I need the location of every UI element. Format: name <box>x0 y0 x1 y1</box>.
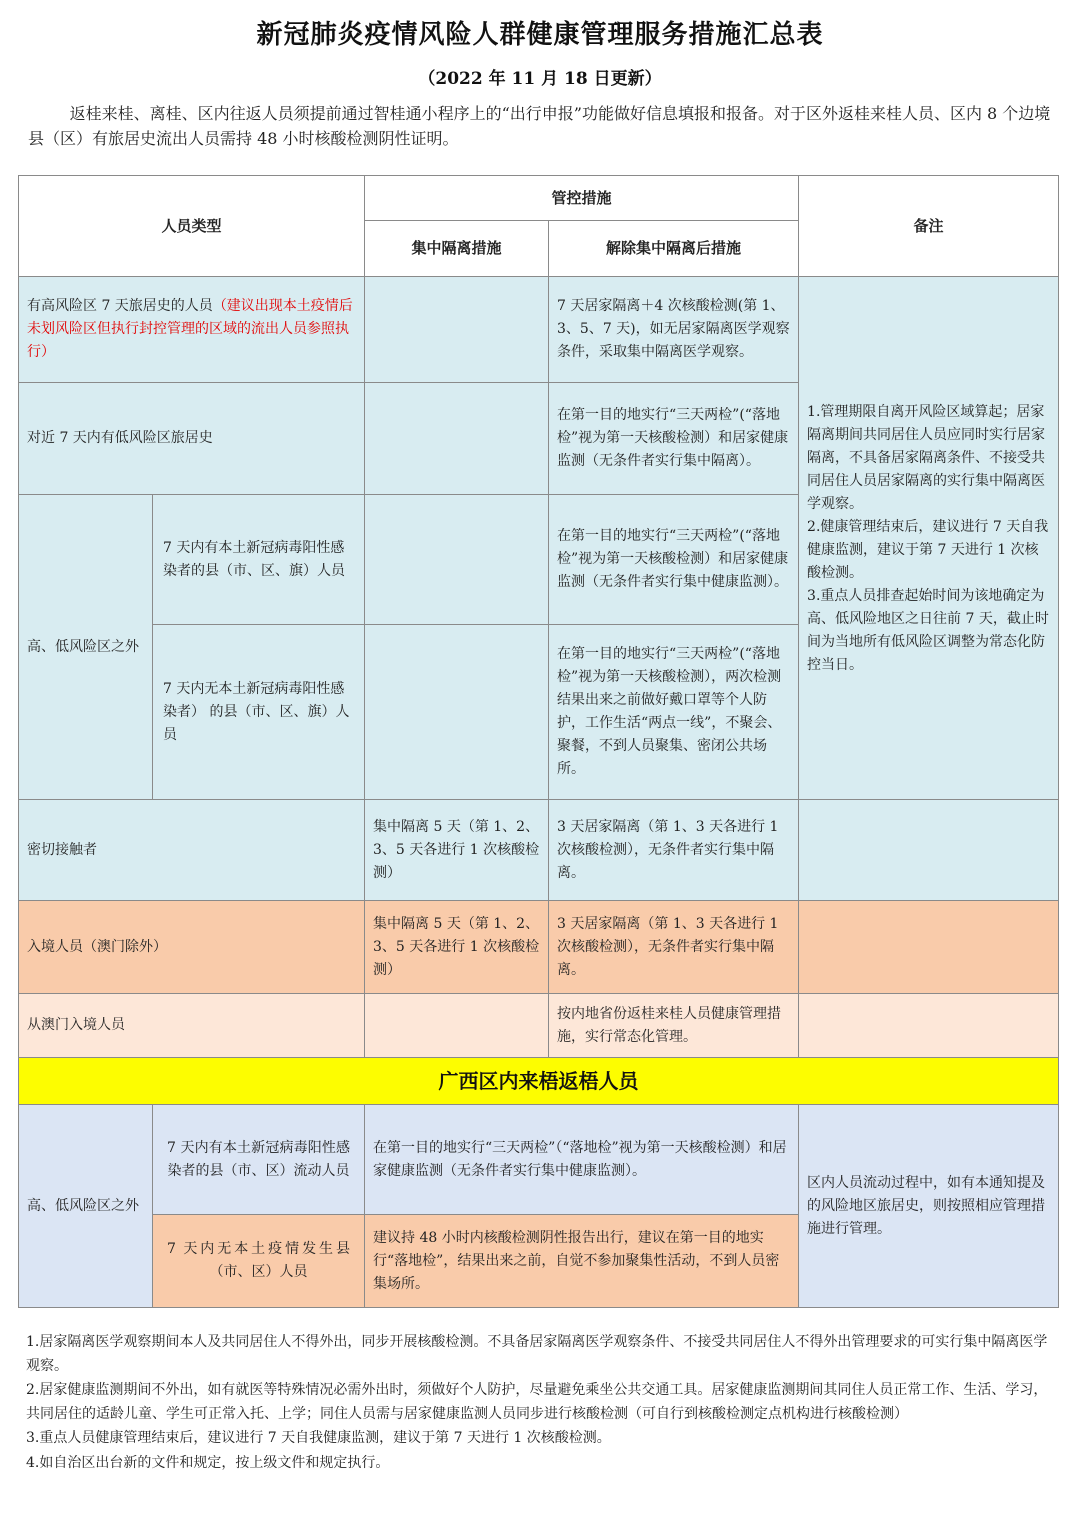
header-central-isolation: 集中隔离措施 <box>365 221 549 277</box>
remark-cell <box>799 901 1059 994</box>
red-advice: （建议出现本土疫情后未划风险区但执行封控管理的区域的流出人员参照执行） <box>27 298 353 360</box>
after-measure: 在第一目的地实行“三天两检”(“落地检”视为第一天核酸检测）和居家健康监测（无条件者实行集中隔离）。 <box>549 383 799 495</box>
central-measure <box>365 625 549 800</box>
footnote-item: 4.如自治区出台新的文件和规定，按上级文件和规定执行。 <box>26 1454 390 1471</box>
after-measure: 按内地省份返桂来桂人员健康管理措施，实行常态化管理。 <box>549 994 799 1058</box>
table-row <box>19 800 1059 901</box>
gx-measure-positive: 在第一目的地实行“三天两检”（“落地检”视为第一天核酸检测）和居家健康监测（无条件者实行集中健康监测）。 <box>365 1105 799 1215</box>
update-date: （2022 年 11 月 18 日更新） <box>418 69 662 89</box>
gx-remark: 区内人员流动过程中，如有本通知提及的风险地区旅居史，则按照相应管理措施进行管理。 <box>799 1105 1059 1308</box>
after-measure: 在第一目的地实行“三天两检”(“落地检”视为第一天核酸检测）和居家健康监测（无条件者实行集中健康监测）。 <box>549 495 799 625</box>
central-measure: 集中隔离 5 天（第 1、2、3、5 天各进行 1 次核酸检测） <box>365 800 549 901</box>
table-row <box>19 277 1059 383</box>
person-type-macau: 从澳门入境人员 <box>19 994 365 1058</box>
header-after-isolation: 解除集中隔离后措施 <box>549 221 799 277</box>
gx-subtype-no-positive: 7 天内无本土疫情发生县（市、区）人员 <box>153 1215 365 1308</box>
after-measure: 7 天居家隔离＋4 次核酸检测(第 1、3、5、7 天)，如无居家隔离医学观察条件，采取集中隔离医学观察。 <box>549 277 799 383</box>
person-subtype-no-positive-county: 7 天内无本土新冠病毒阳性感染者） 的县（市、区、旗）人员 <box>153 625 365 800</box>
gx-subtype-positive: 7 天内有本土新冠病毒阳性感染者的县（市、区）流动人员 <box>153 1105 365 1215</box>
document-title: 新冠肺炎疫情风险人群健康管理服务措施汇总表 <box>256 20 824 50</box>
header-person-type: 人员类型 <box>19 176 365 277</box>
header-control-measures: 管控措施 <box>365 176 799 221</box>
person-subtype-positive-county: 7 天内有本土新冠病毒阳性感染者的县（市、区、旗）人员 <box>153 495 365 625</box>
footnotes <box>26 1331 1056 1476</box>
table-row <box>19 994 1059 1058</box>
intro-paragraph: 返桂来桂、离桂、区内往返人员须提前通过智桂通小程序上的“出行申报”功能做好信息填报和报备。对于区外返桂来桂人员、区内 8 个边境县（区）有旅居史流出人员需持 48 小时核酸检测阴性证明。 <box>28 104 1051 148</box>
gx-measure-no-positive: 建议持 48 小时内核酸检测阴性报告出行，建议在第一目的地实行“落地检”，结果出来之前，自觉不参加聚集性活动，不到人员密集场所。 <box>365 1215 799 1308</box>
footnote-item: 1.居家隔离医学观察期间本人及共同居住人不得外出，同步开展核酸检测。不具备居家隔离医学观察条件、不接受共同居住人不得外出管理要求的可实行集中隔离医学观察。 <box>26 1334 1048 1374</box>
header-remark: 备注 <box>799 176 1059 277</box>
central-measure <box>365 383 549 495</box>
measures-table <box>18 175 1059 1308</box>
person-type-inbound: 入境人员（澳门除外） <box>19 901 365 994</box>
person-type-low-risk: 对近 7 天内有低风险区旅居史 <box>19 383 365 495</box>
footnote-item: 3.重点人员健康管理结束后，建议进行 7 天自我健康监测，建议于第 7 天进行 1 次核酸检测。 <box>26 1430 611 1446</box>
remark-cell <box>799 800 1059 901</box>
person-type-close-contact: 密切接触者 <box>19 800 365 901</box>
person-type-outside-risk: 高、低风险区之外 <box>19 495 153 800</box>
footnote-item: 2.居家健康监测期间不外出，如有就医等特殊情况必需外出时，须做好个人防护，尽量避免乘坐公共交通工具。居家健康监测期间其同住人员正常工作、生活、学习，共同居住的适龄儿童、学生可正常入托、上学；同住人员需与居家健康监测人员同步进行核酸检测（可自行到核酸检测定点机构进行核酸检测） <box>26 1382 1048 1422</box>
central-measure: 集中隔离 5 天（第 1、2、3、5 天各进行 1 次核酸检测） <box>365 901 549 994</box>
remark-cell: 1.管理期限自离开风险区域算起；居家隔离期间共同居住人员应同时实行居家隔离，不具备居家隔离条件、不接受共同居住人员居家隔离的实行集中隔离医学观察。 2.健康管理结束后，建议进行 7 天自我健康监测，建议于第 7 天进行 1 次核酸检测。 3.重点人员排查起始时间为该地确定为高、低风险地区之日往前 7 天，截止时间为当地所有低风险区调整为常态化防控当日。 <box>799 277 1059 800</box>
remark-cell <box>799 994 1059 1058</box>
table-row <box>19 1105 1059 1215</box>
central-measure <box>365 495 549 625</box>
central-measure <box>365 994 549 1058</box>
after-measure: 3 天居家隔离（第 1、3 天各进行 1 次核酸检测），无条件者实行集中隔离。 <box>549 901 799 994</box>
table-row <box>19 901 1059 994</box>
person-type-high-risk: 有高风险区 7 天旅居史的人员（建议出现本土疫情后未划风险区但执行封控管理的区域的流出人员参照执行） <box>19 277 365 383</box>
after-measure: 在第一目的地实行“三天两检”(“落地检”视为第一天核酸检测），两次检测结果出来之前做好戴口罩等个人防护，工作生活“两点一线”，不聚会、聚餐，不到人员聚集、密闭公共场所。 <box>549 625 799 800</box>
after-measure: 3 天居家隔离（第 1、3 天各进行 1 次核酸检测），无条件者实行集中隔离。 <box>549 800 799 901</box>
central-measure <box>365 277 549 383</box>
section-banner: 广西区内来梧返梧人员 <box>19 1058 1059 1105</box>
gx-person-type: 高、低风险区之外 <box>19 1105 153 1308</box>
